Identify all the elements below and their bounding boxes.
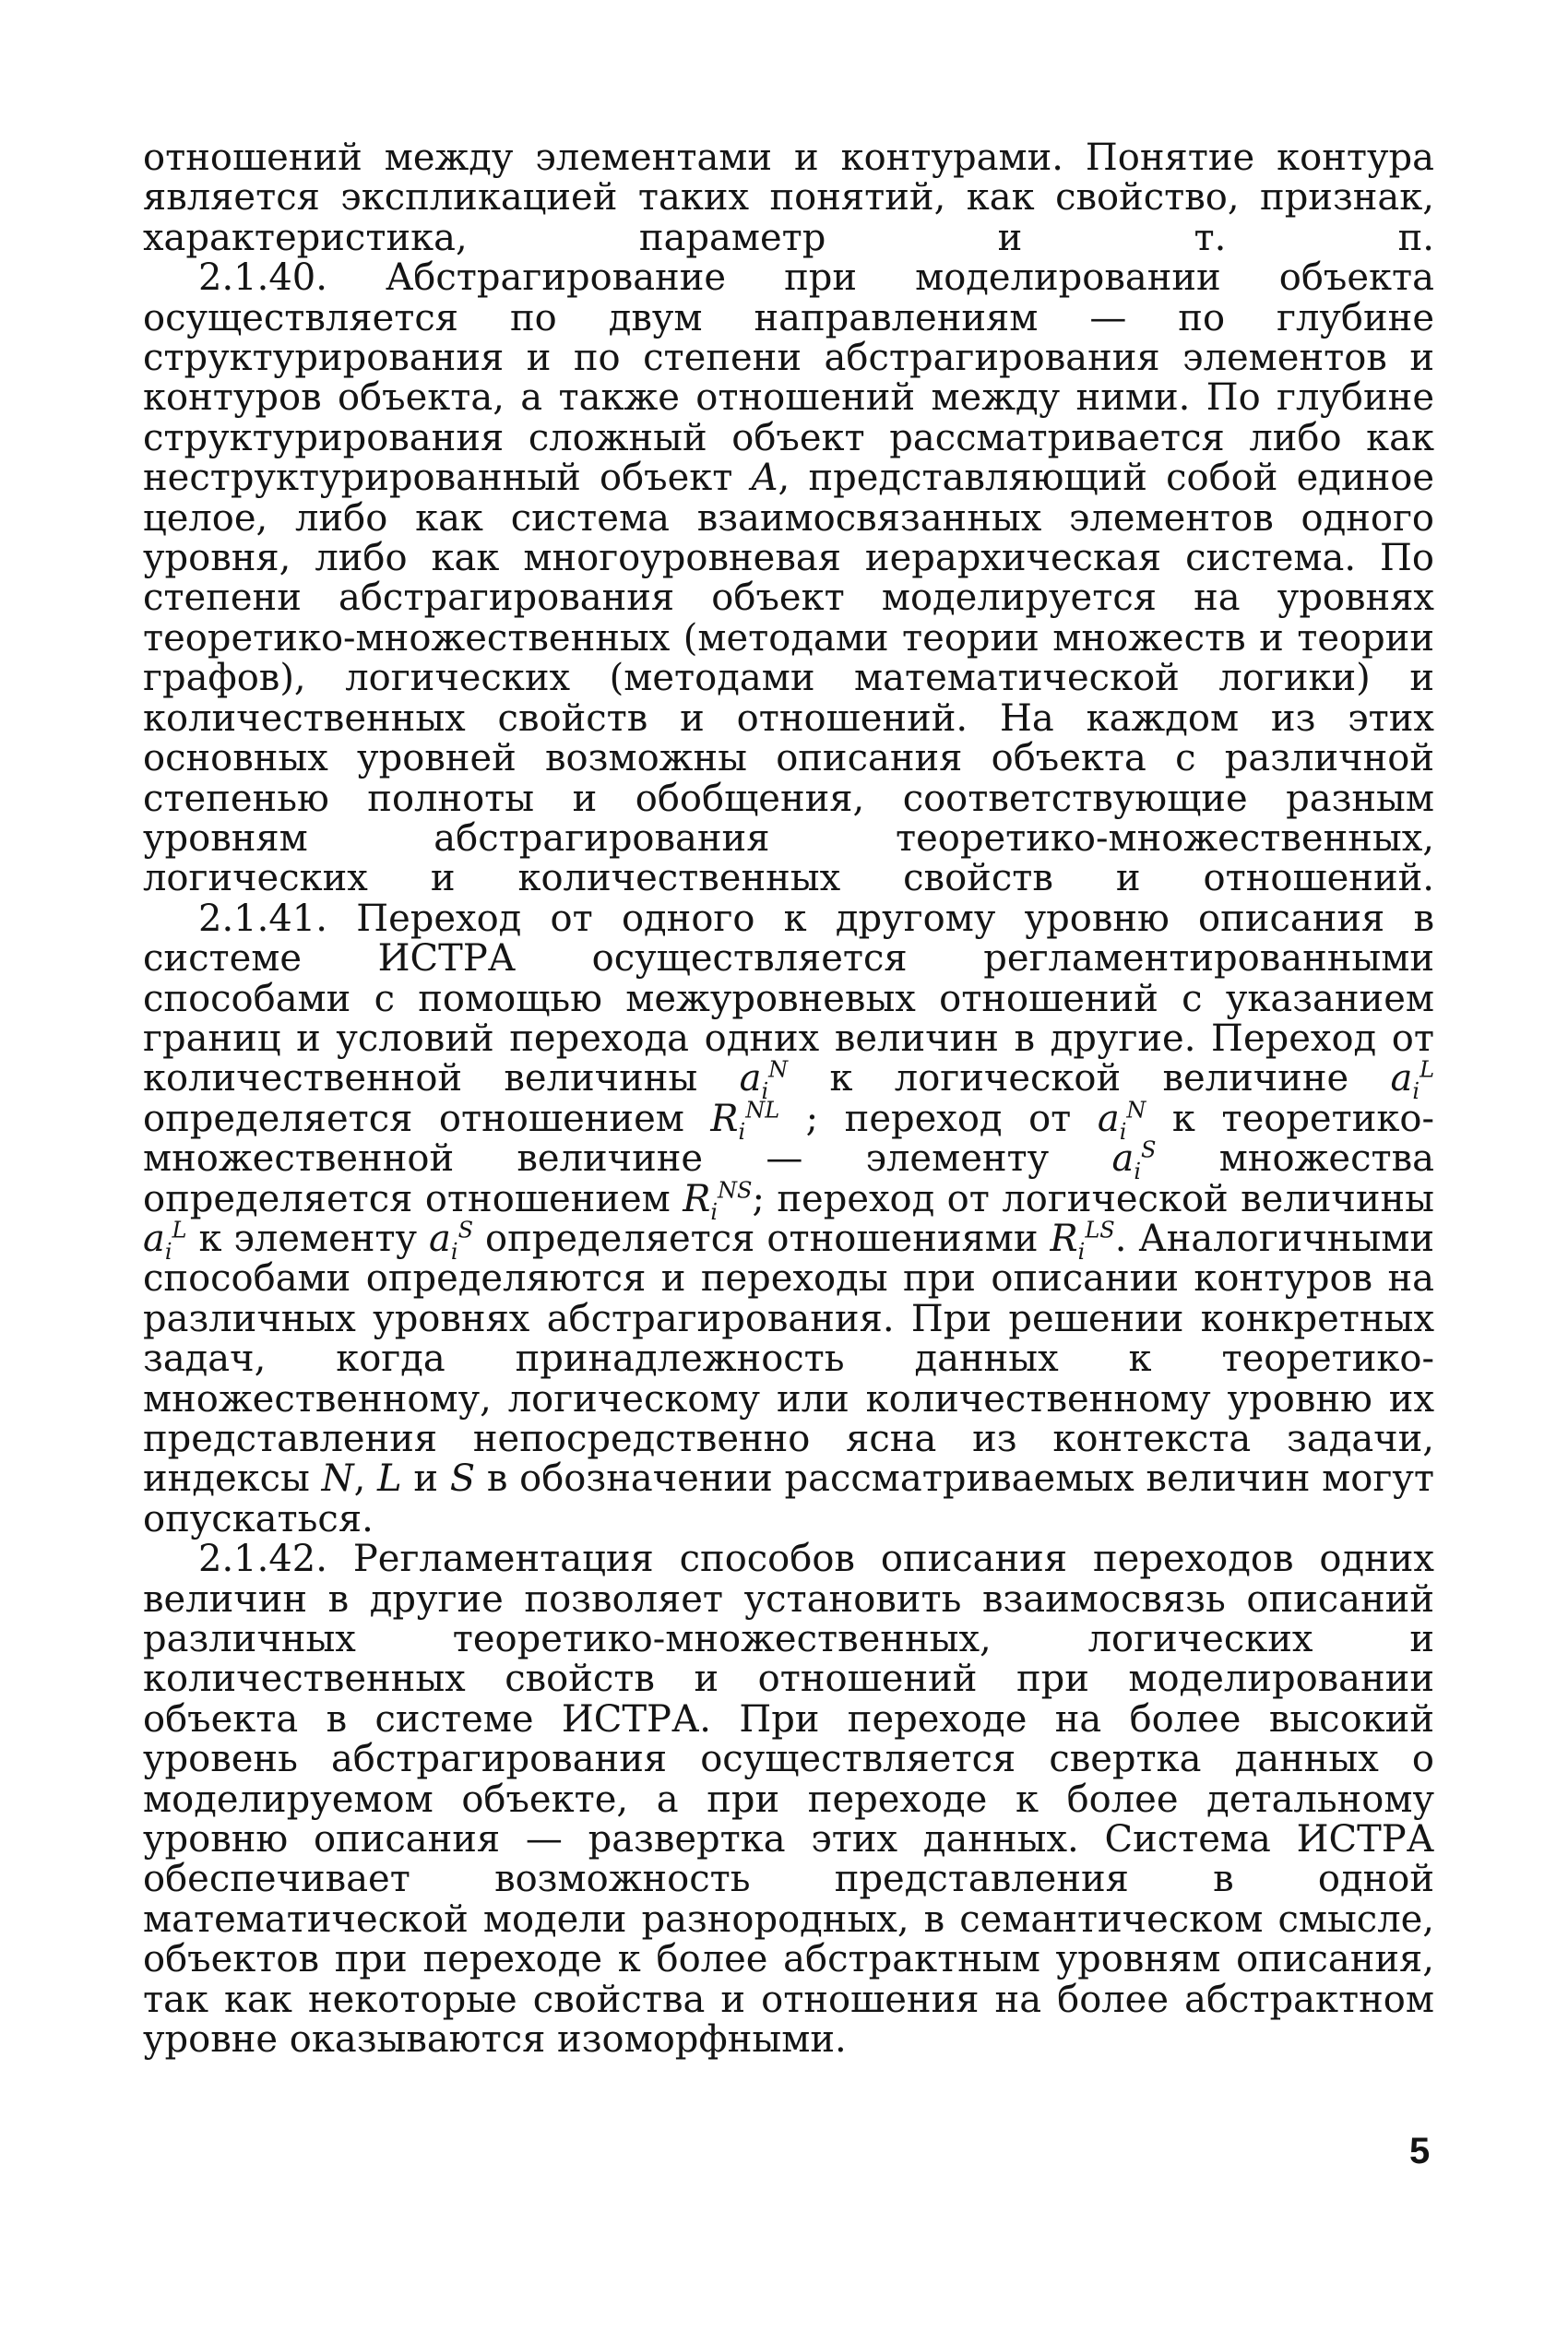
page-number: 5 bbox=[1409, 2131, 1431, 2171]
math-R-i-NS: $R_i^{NS}$ bbox=[683, 1177, 753, 1225]
paragraph-text: к элементу bbox=[198, 1217, 418, 1260]
body-text bbox=[143, 138, 1434, 2061]
math-symbol: N bbox=[321, 1457, 354, 1501]
math-a-i-N: $a_i^N$ bbox=[1097, 1097, 1146, 1145]
paragraph-text: Абстрагирование при моделировании объекта осуществляется по двум направлениям — по глубине структурирования и по степени абстрагирования элементов и контуров объекта, а также отношений между ними. По глубине структурирования сложный объект рассматривается либо как неструктурированный объект bbox=[143, 256, 1434, 500]
paragraph-number: 2.1.40. bbox=[198, 256, 327, 300]
math-a-i-L: $a_i^L$ bbox=[1390, 1057, 1434, 1105]
math-a-i-N: $a_i^N$ bbox=[739, 1057, 789, 1105]
paragraph-continuation: отношений между элементами и контурами. Понятие контура является экспликацией таких понятий, как свойство, признак, характеристика, параметр и т. п. bbox=[143, 137, 1434, 259]
math-a-i-L: $a_i^L$ bbox=[143, 1217, 187, 1265]
paragraph-2-1-40 bbox=[143, 258, 1434, 899]
math-symbol: A bbox=[751, 457, 778, 500]
math-a-i-S: $a_i^S$ bbox=[429, 1217, 474, 1265]
paragraph-2-1-42 bbox=[143, 1540, 1434, 2060]
paragraph-text: к теоретико-множественной величине — элементу bbox=[143, 1097, 1434, 1181]
paragraph-text: , представляющий собой единое целое, либо как система взаимосвязанных элементов одного уровня, либо как многоуровневая иерархическая система. По степени абстрагирования объект моделируется на уровнях теоретико-множественных (методами теории множеств и теории графов), логических (методами математической логики) и количественных свойств и отношений. На каждом из этих основных уровней возможны описания объекта с различной степенью полноты и обобщения, соответствующие разным уровням абстрагирования теоретико-множественных, логических и количественных свойств и отношений. bbox=[143, 457, 1435, 900]
punctuation: , bbox=[353, 1457, 366, 1501]
math-R-i-LS: $R_i^{LS}$ bbox=[1050, 1217, 1115, 1265]
paragraph-text: ; переход от bbox=[805, 1097, 1072, 1140]
conjunction: и bbox=[413, 1457, 439, 1501]
paragraph-text: в обозначении рассматриваемых величин могут опускаться. bbox=[143, 1457, 1434, 1540]
paragraph-text: множества определяется отношением bbox=[143, 1137, 1435, 1220]
math-symbol: S bbox=[449, 1457, 476, 1501]
paragraph-number: 2.1.42. bbox=[198, 1538, 327, 1581]
paragraph-2-1-41 bbox=[143, 899, 1434, 1540]
math-symbol: L bbox=[377, 1457, 402, 1501]
math-a-i-S: $a_i^S$ bbox=[1111, 1136, 1157, 1185]
paragraph-text: Переход от одного к другому уровню описания в системе ИСТРА осуществляется регламентированными способами с помощью межуровневых отношений с указанием границ и условий перехода одних величин в другие. Переход от количественной величины bbox=[143, 897, 1435, 1100]
paragraph-text: к логической величине bbox=[829, 1057, 1349, 1100]
paragraph-text: определяется отношением bbox=[143, 1097, 684, 1140]
paragraph-text: определяется отношениями bbox=[485, 1217, 1039, 1260]
paragraph-text: . Аналогичными способами определяются и переходы при описании контуров на различных уровнях абстрагирования. При решении конкретных задач, когда принадлежность данных к теоретико-множественному, логическому или количественному уровню их представления непосредственно ясна из контекста задачи, индексы bbox=[143, 1217, 1435, 1501]
math-R-i-NL: $R_i^{NL}$ bbox=[710, 1097, 780, 1145]
paragraph-text: ; переход от логической величины bbox=[752, 1177, 1434, 1220]
paragraph-text: Регламентация способов описания переходов одних величин в другие позволяет установить взаимосвязь описаний различных теоретико-множественных, логических и количественных свойств и отношений при моделировании объекта в системе ИСТРА. При переходе на более высокий уровень абстрагирования осуществляется свертка данных о моделируемом объекте, а при переходе к более детальному уровню описания — развертка этих данных. Система ИСТРА обеспечивает возможность представления в одной математической модели разнородных, в семантическом смысле, объектов при переходе к более абстрактным уровням описания, так как некоторые свойства и отношения на более абстрактном уровне оказываются изоморфными. bbox=[143, 1538, 1434, 2062]
paragraph-number: 2.1.41. bbox=[198, 897, 327, 940]
